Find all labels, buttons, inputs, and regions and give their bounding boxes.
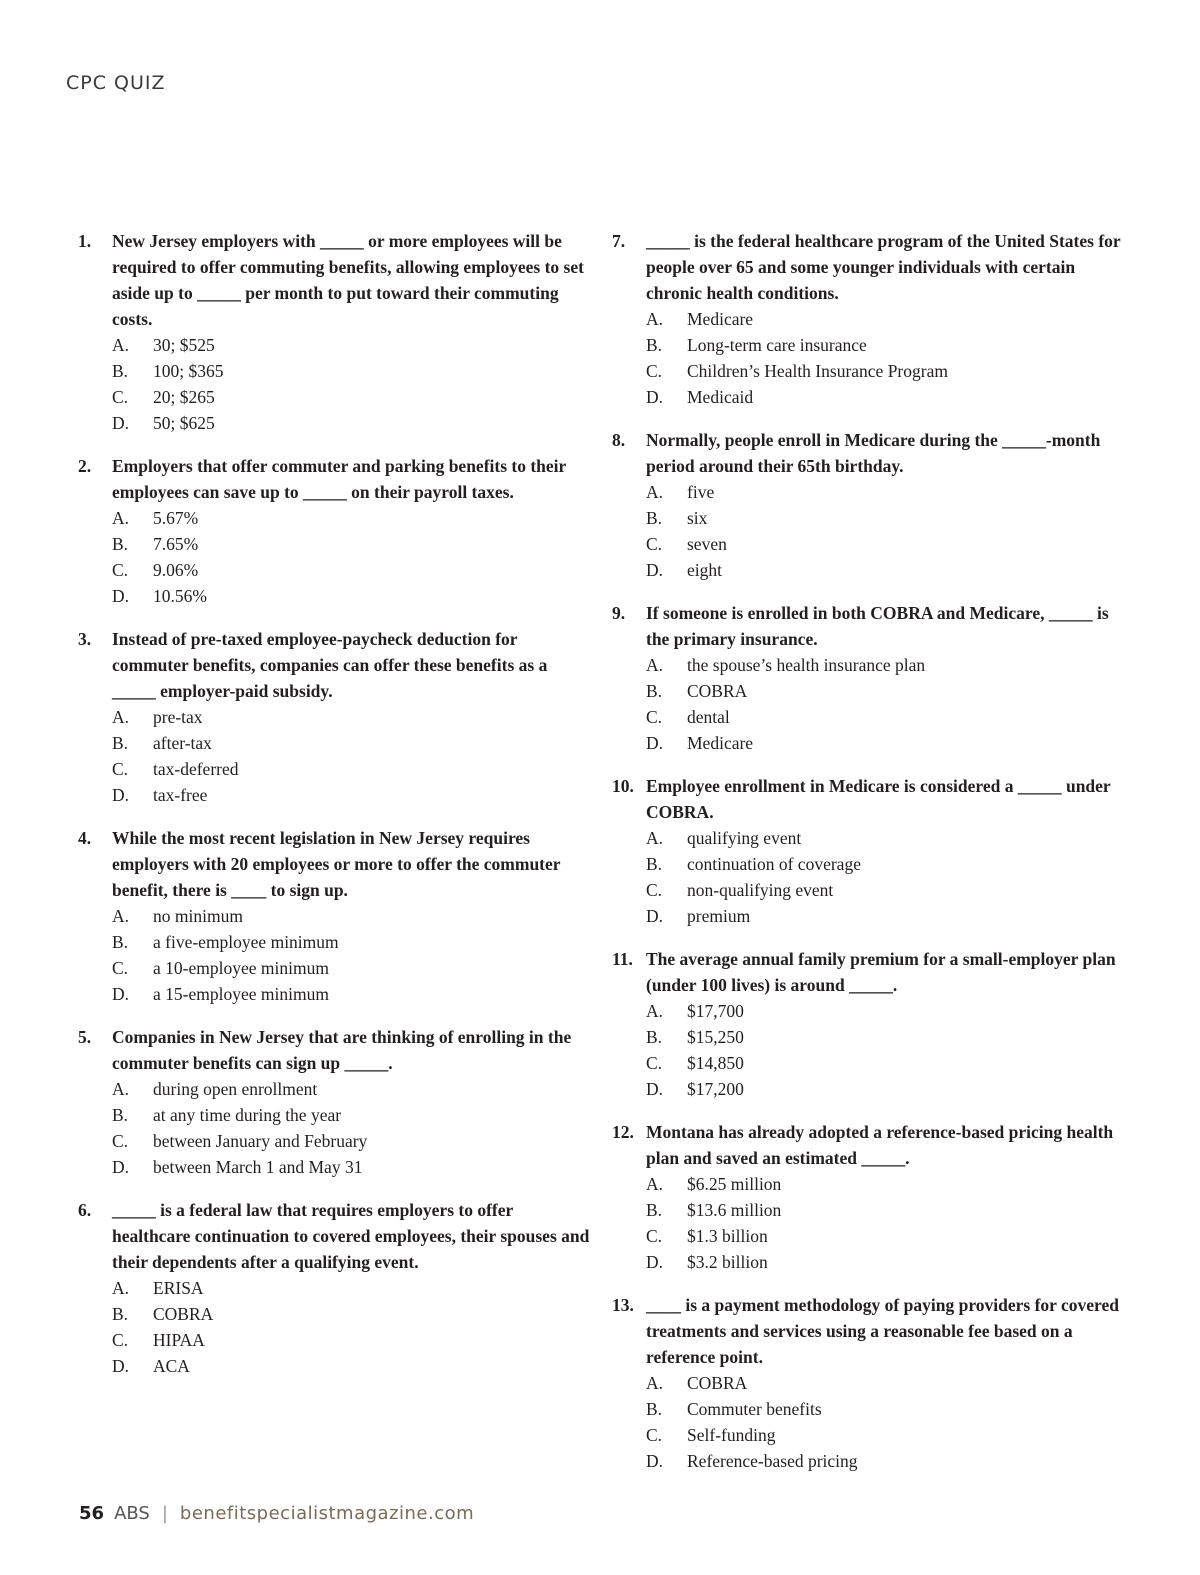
- option-letter: D.: [112, 984, 130, 1004]
- question-number: 11.: [612, 949, 633, 969]
- option-letter: B.: [646, 1399, 663, 1419]
- option-text: Medicare: [687, 733, 754, 753]
- answer-option: [112, 410, 593, 436]
- option-text: 5.67%: [153, 508, 199, 528]
- answer-option: [646, 505, 1132, 531]
- question-text: _____ is a federal law that requires employers to offer healthcare continuation to covered employees, their spouses and their dependents after a qualifying event.: [112, 1200, 590, 1272]
- answer-option: [112, 981, 593, 1007]
- option-text: ERISA: [153, 1278, 204, 1298]
- answer-option: [112, 903, 593, 929]
- answer-option: [112, 929, 593, 955]
- answer-option: [646, 1223, 1132, 1249]
- answer-option: [646, 1396, 1132, 1422]
- option-letter: C.: [646, 1226, 663, 1246]
- quiz-question: [612, 600, 1132, 756]
- option-letter: C.: [646, 361, 663, 381]
- answer-option: [646, 678, 1132, 704]
- answer-option: [646, 306, 1132, 332]
- option-text: continuation of coverage: [687, 854, 861, 874]
- option-text: $17,700: [687, 1001, 744, 1021]
- answer-option: [112, 358, 593, 384]
- page-header-title: CPC QUIZ: [66, 72, 166, 94]
- option-text: seven: [687, 534, 727, 554]
- option-letter: D.: [646, 1079, 664, 1099]
- option-text: no minimum: [153, 906, 243, 926]
- option-letter: B.: [646, 335, 663, 355]
- option-letter: A.: [646, 655, 664, 675]
- option-text: 30; $525: [153, 335, 215, 355]
- answer-option: [646, 531, 1132, 557]
- question-text: Instead of pre-taxed employee-paycheck deduction for commuter benefits, companies can offer these benefits as a _____ employer-paid subsidy.: [112, 629, 548, 701]
- option-letter: C.: [112, 1330, 129, 1350]
- option-letter: C.: [646, 880, 663, 900]
- answer-option: [112, 384, 593, 410]
- option-text: COBRA: [687, 1373, 748, 1393]
- answer-option: [112, 1128, 593, 1154]
- option-letter: A.: [646, 828, 664, 848]
- option-letter: B.: [112, 1105, 129, 1125]
- question-text: While the most recent legislation in New Jersey requires employers with 20 employees or more to offer the commuter benefit, there is ____ to sign up.: [112, 828, 561, 900]
- question-text: If someone is enrolled in both COBRA and Medicare, _____ is the primary insurance.: [646, 603, 1109, 649]
- answer-options: [112, 1275, 593, 1379]
- option-text: Long-term care insurance: [687, 335, 867, 355]
- option-text: 10.56%: [153, 586, 207, 606]
- option-text: 7.65%: [153, 534, 199, 554]
- option-text: 20; $265: [153, 387, 215, 407]
- option-text: Medicare: [687, 309, 754, 329]
- question-number: 13.: [612, 1295, 634, 1315]
- question-number: 2.: [78, 456, 92, 476]
- option-text: a 10-employee minimum: [153, 958, 329, 978]
- option-text: Children’s Health Insurance Program: [687, 361, 948, 381]
- quiz-question: [78, 1024, 593, 1180]
- option-text: between January and February: [153, 1131, 368, 1151]
- option-letter: B.: [646, 1027, 663, 1047]
- option-letter: B.: [112, 1304, 129, 1324]
- option-text: $1.3 billion: [687, 1226, 768, 1246]
- answer-option: [646, 652, 1132, 678]
- option-letter: D.: [646, 1451, 664, 1471]
- quiz-question: [612, 773, 1132, 929]
- option-text: qualifying event: [687, 828, 802, 848]
- answer-option: [112, 531, 593, 557]
- question-number: 4.: [78, 828, 92, 848]
- option-text: HIPAA: [153, 1330, 205, 1350]
- option-letter: B.: [112, 534, 129, 554]
- option-letter: D.: [646, 1252, 664, 1272]
- question-text: Montana has already adopted a reference-based pricing health plan and saved an estimated _____.: [646, 1122, 1114, 1168]
- answer-option: [646, 358, 1132, 384]
- answer-options: [646, 1370, 1132, 1474]
- option-letter: C.: [112, 1131, 129, 1151]
- option-letter: C.: [112, 387, 129, 407]
- answer-option: [112, 1275, 593, 1301]
- answer-option: [646, 1024, 1132, 1050]
- answer-options: [112, 332, 593, 436]
- answer-option: [112, 1301, 593, 1327]
- answer-option: [646, 1448, 1132, 1474]
- option-text: $6.25 million: [687, 1174, 782, 1194]
- answer-option: [112, 332, 593, 358]
- answer-option: [112, 782, 593, 808]
- option-letter: C.: [646, 1053, 663, 1073]
- option-letter: A.: [646, 1001, 664, 1021]
- option-letter: C.: [112, 560, 129, 580]
- option-text: 50; $625: [153, 413, 215, 433]
- option-text: 100; $365: [153, 361, 224, 381]
- question-number: 8.: [612, 430, 626, 450]
- option-text: eight: [687, 560, 722, 580]
- answer-option: [646, 704, 1132, 730]
- option-text: $3.2 billion: [687, 1252, 768, 1272]
- option-letter: D.: [646, 560, 664, 580]
- answer-option: [112, 1076, 593, 1102]
- option-text: a five-employee minimum: [153, 932, 339, 952]
- quiz-column-left: [78, 228, 593, 1396]
- option-letter: D.: [112, 586, 130, 606]
- answer-options: [112, 903, 593, 1007]
- quiz-question: [612, 1292, 1132, 1474]
- page-number: 56: [79, 1503, 105, 1524]
- answer-option: [646, 479, 1132, 505]
- answer-options: [112, 1076, 593, 1180]
- answer-option: [646, 384, 1132, 410]
- question-number: 3.: [78, 629, 92, 649]
- answer-option: [646, 730, 1132, 756]
- option-text: Commuter benefits: [687, 1399, 822, 1419]
- option-letter: A.: [646, 1373, 664, 1393]
- option-letter: C.: [112, 759, 129, 779]
- quiz-question: [78, 825, 593, 1007]
- answer-option: [646, 851, 1132, 877]
- option-text: Reference-based pricing: [687, 1451, 858, 1471]
- option-letter: A.: [646, 1174, 664, 1194]
- option-text: non-qualifying event: [687, 880, 834, 900]
- option-letter: D.: [112, 785, 130, 805]
- option-letter: A.: [112, 508, 130, 528]
- option-text: $17,200: [687, 1079, 744, 1099]
- option-text: $13.6 million: [687, 1200, 782, 1220]
- option-letter: C.: [646, 707, 663, 727]
- answer-option: [112, 730, 593, 756]
- option-text: during open enrollment: [153, 1079, 318, 1099]
- answer-option: [646, 1249, 1132, 1275]
- option-text: COBRA: [687, 681, 748, 701]
- answer-options: [112, 704, 593, 808]
- option-letter: B.: [112, 932, 129, 952]
- option-text: $14,850: [687, 1053, 744, 1073]
- question-number: 1.: [78, 231, 92, 251]
- option-text: dental: [687, 707, 730, 727]
- question-text: Companies in New Jersey that are thinking of enrolling in the commuter benefits can sign up _____.: [112, 1027, 572, 1073]
- option-letter: D.: [646, 387, 664, 407]
- option-letter: B.: [646, 1200, 663, 1220]
- option-letter: B.: [112, 361, 129, 381]
- option-letter: A.: [112, 906, 130, 926]
- option-text: between March 1 and May 31: [153, 1157, 363, 1177]
- quiz-column-right: [612, 228, 1132, 1491]
- question-text: _____ is the federal healthcare program of the United States for people over 65 and some younger individuals with certain chronic health conditions.: [646, 231, 1121, 303]
- question-text: New Jersey employers with _____ or more employees will be required to offer commuting benefits, allowing employees to set aside up to _____ per month to put toward their commuting costs.: [112, 231, 584, 329]
- quiz-question: [78, 1197, 593, 1379]
- answer-option: [112, 1154, 593, 1180]
- quiz-question: [612, 228, 1132, 410]
- option-text: ACA: [153, 1356, 190, 1376]
- option-letter: C.: [646, 1425, 663, 1445]
- option-text: premium: [687, 906, 751, 926]
- answer-option: [112, 1102, 593, 1128]
- question-number: 5.: [78, 1027, 92, 1047]
- answer-options: [646, 479, 1132, 583]
- question-number: 6.: [78, 1200, 92, 1220]
- question-text: Employers that offer commuter and parking benefits to their employees can save up to _____ on their payroll taxes.: [112, 456, 566, 502]
- option-text: a 15-employee minimum: [153, 984, 329, 1004]
- question-text: ____ is a payment methodology of paying providers for covered treatments and services using a reasonable fee based on a reference point.: [646, 1295, 1119, 1367]
- answer-options: [646, 1171, 1132, 1275]
- option-text: the spouse’s health insurance plan: [687, 655, 926, 675]
- answer-options: [646, 652, 1132, 756]
- footer-separator: |: [161, 1503, 168, 1524]
- answer-option: [112, 704, 593, 730]
- quiz-question: [612, 427, 1132, 583]
- option-letter: D.: [112, 1356, 130, 1376]
- option-text: at any time during the year: [153, 1105, 342, 1125]
- answer-option: [646, 1422, 1132, 1448]
- answer-option: [646, 1197, 1132, 1223]
- answer-option: [646, 1050, 1132, 1076]
- magazine-name: ABS: [114, 1503, 150, 1524]
- question-number: 9.: [612, 603, 626, 623]
- answer-option: [112, 1353, 593, 1379]
- answer-option: [646, 1076, 1132, 1102]
- option-text: five: [687, 482, 715, 502]
- answer-option: [112, 1327, 593, 1353]
- option-text: Self-funding: [687, 1425, 776, 1445]
- answer-option: [646, 1370, 1132, 1396]
- answer-options: [646, 306, 1132, 410]
- option-text: 9.06%: [153, 560, 199, 580]
- answer-option: [112, 756, 593, 782]
- page-footer: [79, 1503, 474, 1524]
- answer-option: [646, 825, 1132, 851]
- answer-options: [646, 998, 1132, 1102]
- option-letter: A.: [646, 482, 664, 502]
- question-text: The average annual family premium for a small-employer plan (under 100 lives) is around _____.: [646, 949, 1116, 995]
- question-text: Employee enrollment in Medicare is considered a _____ under COBRA.: [646, 776, 1111, 822]
- option-text: six: [687, 508, 708, 528]
- answer-option: [112, 557, 593, 583]
- answer-options: [646, 825, 1132, 929]
- option-letter: C.: [646, 534, 663, 554]
- quiz-question: [78, 626, 593, 808]
- option-letter: A.: [112, 1278, 130, 1298]
- option-letter: D.: [646, 906, 664, 926]
- answer-option: [646, 1171, 1132, 1197]
- quiz-question: [612, 946, 1132, 1102]
- option-letter: A.: [646, 309, 664, 329]
- option-text: COBRA: [153, 1304, 214, 1324]
- question-number: 7.: [612, 231, 626, 251]
- answer-option: [112, 583, 593, 609]
- quiz-question: [612, 1119, 1132, 1275]
- quiz-question: [78, 228, 593, 436]
- option-text: tax-deferred: [153, 759, 239, 779]
- option-letter: B.: [646, 854, 663, 874]
- option-letter: D.: [112, 413, 130, 433]
- option-letter: A.: [112, 707, 130, 727]
- answer-option: [646, 998, 1132, 1024]
- answer-option: [646, 903, 1132, 929]
- quiz-question: [78, 453, 593, 609]
- answer-option: [646, 557, 1132, 583]
- question-number: 10.: [612, 776, 634, 796]
- answer-option: [112, 955, 593, 981]
- magazine-url: benefitspecialistmagazine.com: [179, 1503, 475, 1524]
- option-text: after-tax: [153, 733, 212, 753]
- answer-option: [646, 877, 1132, 903]
- option-letter: B.: [646, 681, 663, 701]
- option-text: tax-free: [153, 785, 208, 805]
- option-letter: A.: [112, 1079, 130, 1099]
- option-letter: B.: [646, 508, 663, 528]
- option-letter: C.: [112, 958, 129, 978]
- question-text: Normally, people enroll in Medicare during the _____-month period around their 65th birthday.: [646, 430, 1101, 476]
- option-text: pre-tax: [153, 707, 203, 727]
- option-text: Medicaid: [687, 387, 754, 407]
- answer-option: [112, 505, 593, 531]
- option-letter: B.: [112, 733, 129, 753]
- option-text: $15,250: [687, 1027, 744, 1047]
- answer-option: [646, 332, 1132, 358]
- option-letter: D.: [646, 733, 664, 753]
- option-letter: A.: [112, 335, 130, 355]
- question-number: 12.: [612, 1122, 634, 1142]
- answer-options: [112, 505, 593, 609]
- option-letter: D.: [112, 1157, 130, 1177]
